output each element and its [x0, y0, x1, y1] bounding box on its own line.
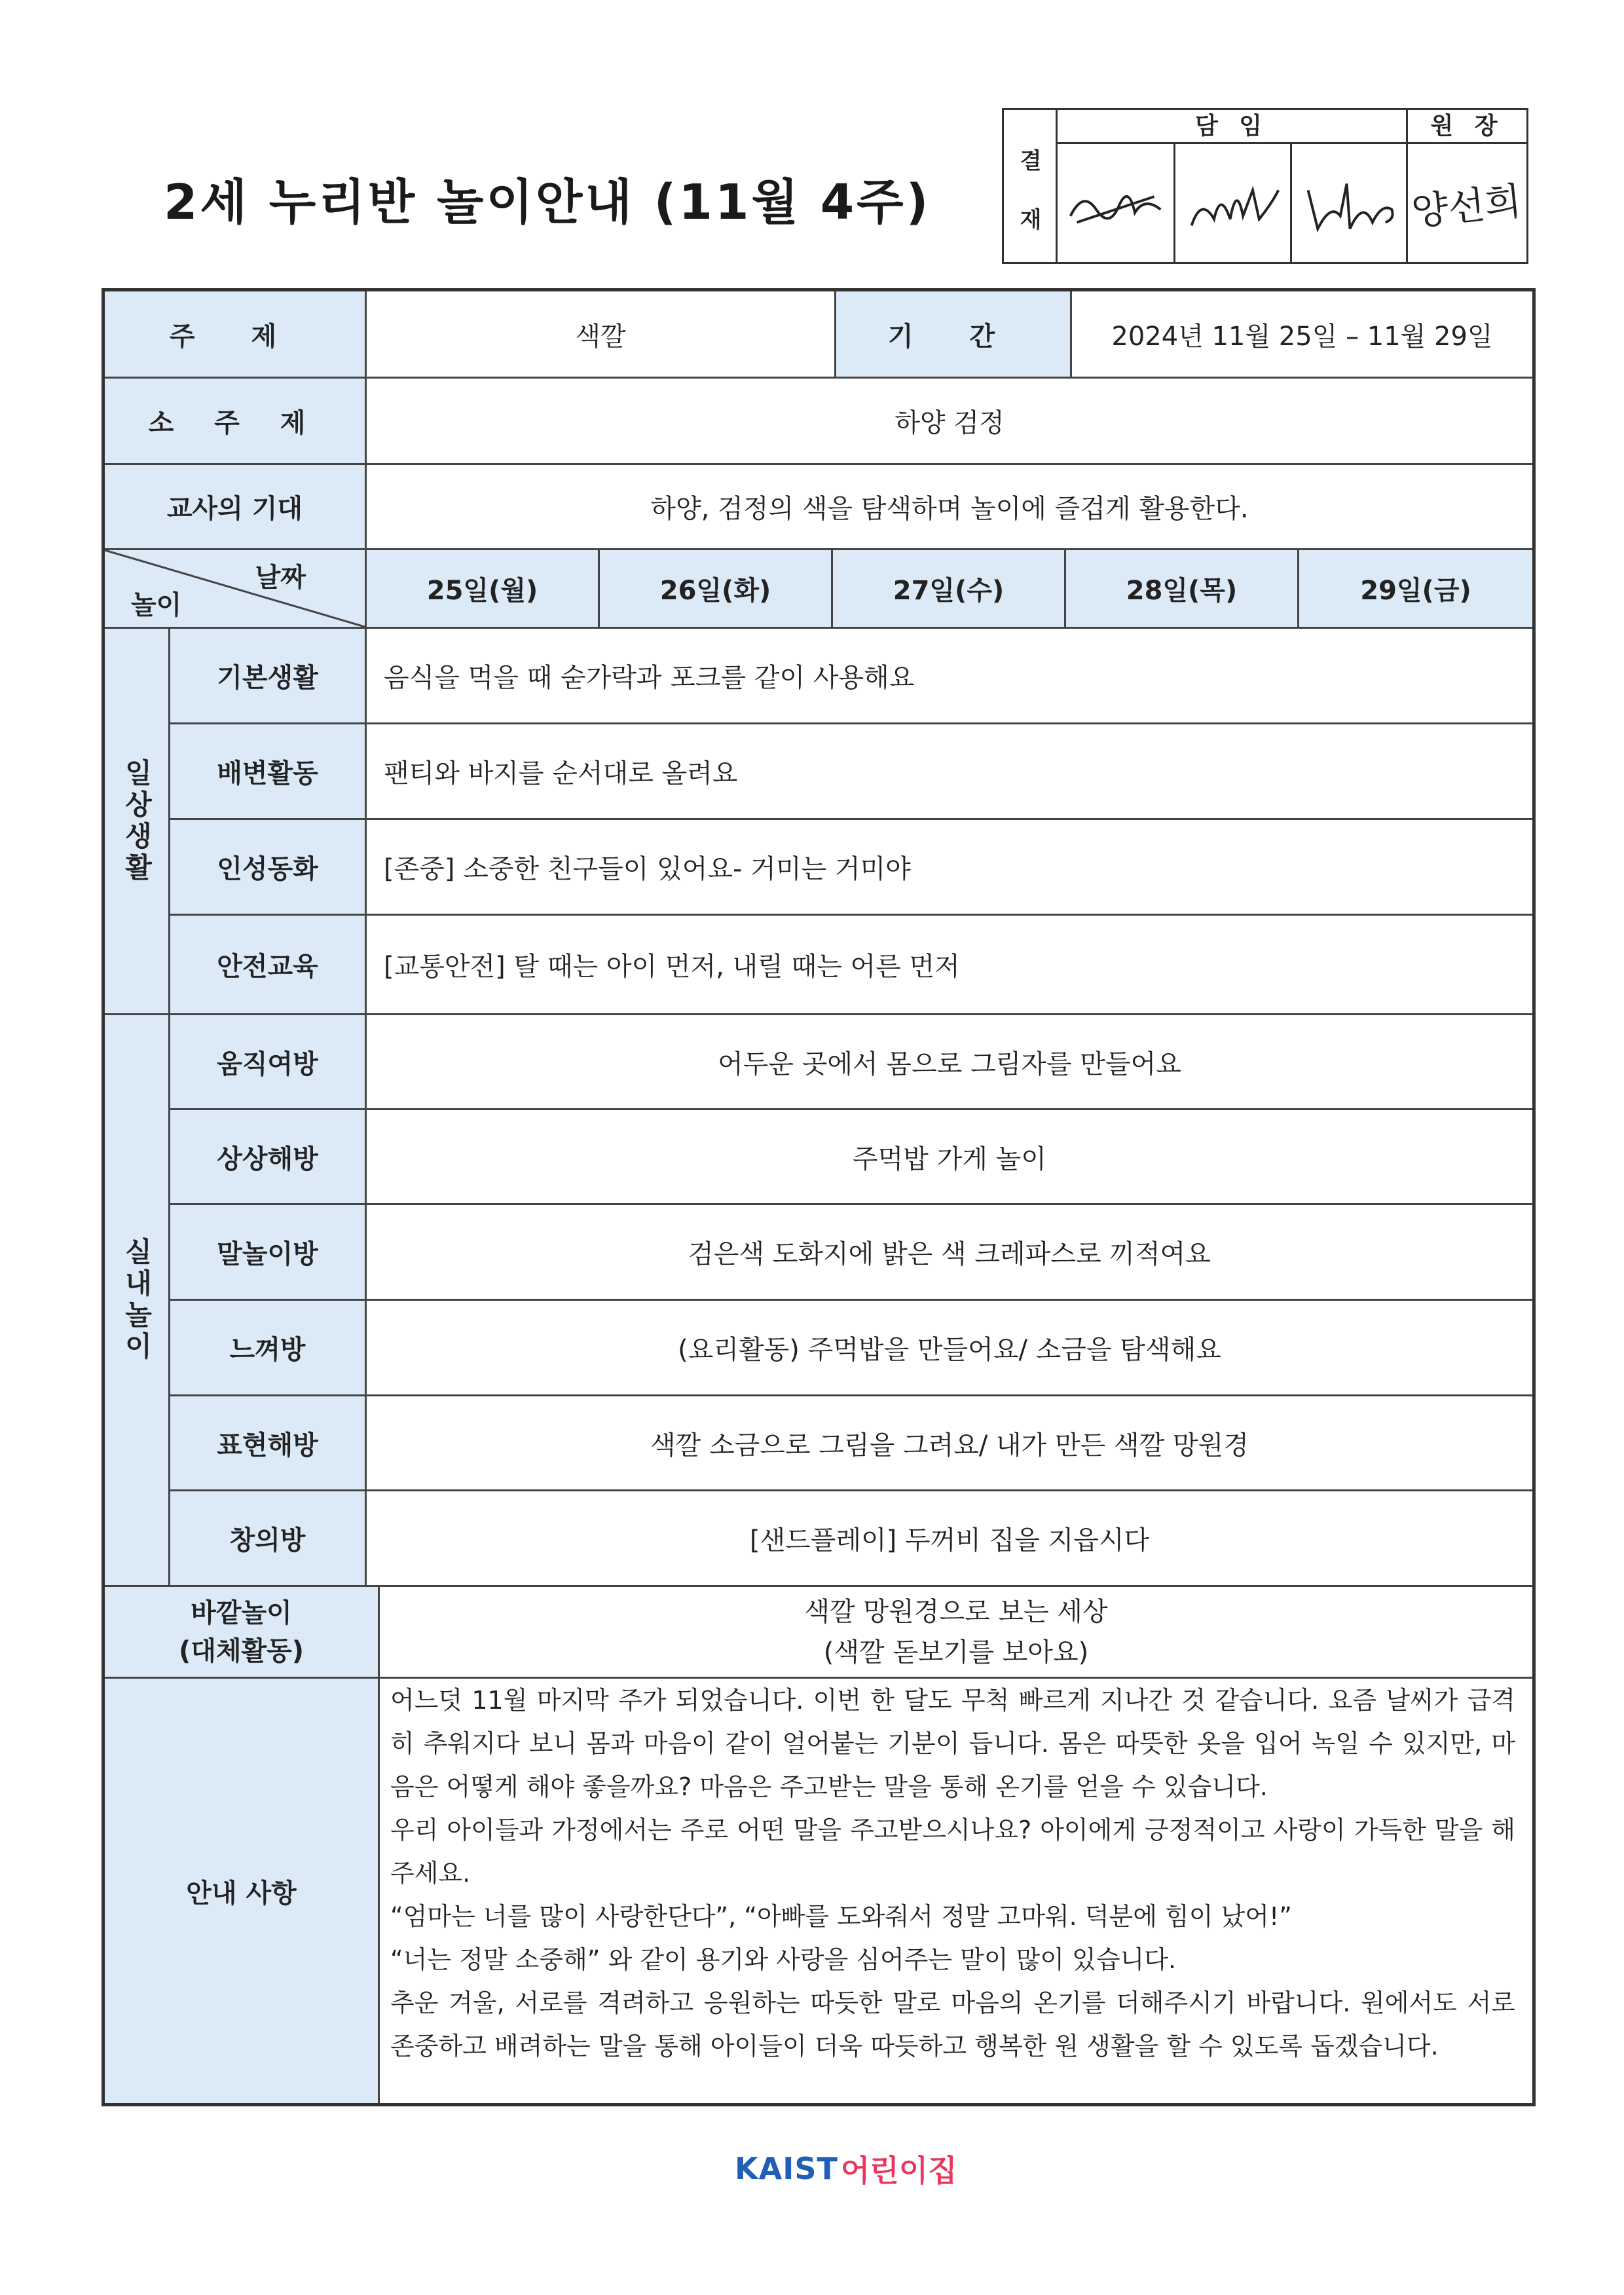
notice-paragraph: 추운 겨울, 서로를 격려하고 응원하는 따듯한 말로 마음의 온기를 더해주시기 바랍니다. 원에서도 서로 존중하고 배려하는 말을 통해 아이들이 더욱 따듯하고 행복한 원 생활을 할 수 있도록 돕겠습니다.: [390, 1988, 1515, 2061]
theme-label: 주 제: [105, 291, 367, 377]
daily-life-group: [105, 629, 170, 1015]
approval-side-label-2: 재: [1020, 207, 1042, 233]
daily-life-row: [170, 629, 1532, 724]
signature-2: [1175, 144, 1292, 264]
indoor-play-row: [170, 1015, 1532, 1110]
signature-4-drawing: [1408, 144, 1526, 264]
indoor-play-row: [170, 1110, 1532, 1205]
day-thu: 28일(목): [1066, 550, 1299, 627]
daily-life-row: [170, 724, 1532, 820]
day-header-row: [105, 550, 1532, 629]
daily-life-row-label: 인성동화: [170, 820, 367, 914]
indoor-play-row-label: 느껴방: [170, 1301, 367, 1394]
outdoor-value: [380, 1587, 1532, 1677]
indoor-play-row-label: 표현해방: [170, 1396, 367, 1489]
indoor-play-group-label: 실내놀이: [120, 1237, 153, 1363]
logo-text-kaist: KAIST: [735, 2151, 838, 2186]
plan-table: [101, 288, 1536, 2106]
outdoor-value-2: (색깔 돋보기를 보아요): [823, 1637, 1089, 1668]
signature-3-drawing: [1292, 144, 1406, 264]
daily-life-row-label: 기본생활: [170, 629, 367, 722]
daily-life-row: [170, 820, 1532, 916]
indoor-play-row-label: 움직여방: [170, 1015, 367, 1108]
indoor-play-row-label: 말놀이방: [170, 1205, 367, 1299]
indoor-play-row: [170, 1491, 1532, 1587]
notice-paragraph: 우리 아이들과 가정에서는 주로 어떤 말을 주고받으시나요? 아이에게 긍정적이고 사랑이 가득한 말을 해주세요.: [390, 1816, 1515, 1888]
svg-text:양선희: 양선희: [1409, 178, 1524, 234]
approval-box: [1002, 108, 1528, 264]
indoor-play-row-value: 어두운 곳에서 몸으로 그림자를 만들어요: [718, 1049, 1181, 1079]
subtheme-row: [105, 379, 1532, 465]
day-wed: 27일(수): [833, 550, 1066, 627]
daily-life-row-value: [교통안전] 탈 때는 아이 먼저, 내릴 때는 어른 먼저: [384, 952, 960, 982]
day-tue: 26일(화): [600, 550, 833, 627]
indoor-play-row-label: 상상해방: [170, 1110, 367, 1203]
expectation-value: 하양, 검정의 색을 탐색하며 놀이에 즐겁게 활용한다.: [650, 494, 1249, 524]
outdoor-label: [105, 1587, 380, 1677]
day-mon: 25일(월): [367, 550, 600, 627]
signature-4: [1408, 144, 1526, 264]
indoor-play-row-value: 색깔 소금으로 그림을 그려요/ 내가 만든 색깔 망원경: [650, 1430, 1249, 1461]
indoor-play-row: [170, 1396, 1532, 1491]
approval-header-director: 원 장: [1408, 110, 1526, 144]
theme-row: [105, 291, 1532, 379]
kaist-kindergarten-logo: [735, 2147, 957, 2190]
expectation-row: [105, 465, 1532, 550]
date-play-header: [105, 550, 367, 627]
indoor-play-row-value: (요리활동) 주먹밥을 만들어요/ 소금을 탐색해요: [678, 1335, 1221, 1365]
subtheme-value: 하양 검정: [895, 408, 1005, 438]
daily-life-group-label: 일상생활: [120, 758, 153, 884]
theme-value: 색깔: [367, 291, 836, 377]
notice-paragraph: “엄마는 너를 많이 사랑한단다”, “아빠를 도와줘서 정말 고마워. 덕분에 힘이 났어!”: [390, 1902, 1292, 1931]
logo-text-kindergarten: 어린이집: [840, 2153, 957, 2188]
signature-3: [1292, 144, 1408, 264]
approval-header-homeroom: 담 임: [1058, 110, 1408, 144]
signature-1: [1058, 144, 1175, 264]
outdoor-row: [105, 1587, 1532, 1679]
daily-life-row: [170, 916, 1532, 1015]
approval-side-label: [1004, 110, 1058, 262]
notice-text: [380, 1679, 1526, 2068]
notice-paragraph: “너는 정말 소중해” 와 같이 용기와 사랑을 심어주는 말이 많이 있습니다.: [390, 1945, 1177, 1974]
period-label: 기 간: [836, 291, 1072, 377]
notice-paragraph: 어느덧 11월 마지막 주가 되었습니다. 이번 한 달도 무척 빠르게 지나간 것 같습니다. 요즘 날씨가 급격히 추워지다 보니 몸과 마음이 같이 얼어붙는 기분이 듭니다. 몸은 따뜻한 옷을 입어 녹일 수 있지만, 마음은 어떻게 해야 좋을까요? 마음은 주고받는 말을 통해 온기를 얻을 수 있습니다.: [390, 1686, 1515, 1801]
indoor-play-row-value: 검은색 도화지에 밝은 색 크레파스로 끼적여요: [688, 1239, 1211, 1269]
signature-2-drawing: [1175, 144, 1290, 264]
signature-1-drawing: [1058, 144, 1173, 264]
notice-row: [105, 1679, 1532, 2103]
daily-life-row-value: [존중] 소중한 친구들이 있어요- 거미는 거미야: [384, 854, 911, 884]
period-value: 2024년 11월 25일 – 11월 29일: [1111, 321, 1493, 352]
indoor-play-row-value: 주먹밥 가게 놀이: [853, 1144, 1046, 1174]
outdoor-label-1: 바깥놀이: [191, 1597, 292, 1628]
daily-life-row-label: 안전교육: [170, 916, 367, 1013]
indoor-play-row-value: [샌드플레이] 두꺼비 집을 지읍시다: [749, 1525, 1150, 1556]
date-label: 날짜: [255, 563, 306, 593]
subtheme-label: 소 주 제: [105, 379, 367, 463]
indoor-play-row-label: 창의방: [170, 1491, 367, 1585]
indoor-play-row: [170, 1205, 1532, 1301]
indoor-play-group: [105, 1015, 170, 1587]
daily-life-row-label: 배변활동: [170, 724, 367, 818]
indoor-play-row: [170, 1301, 1532, 1396]
outdoor-label-2: (대체활동): [178, 1635, 304, 1666]
daily-life-row-value: 팬티와 바지를 순서대로 올려요: [384, 758, 738, 789]
expectation-label: 교사의 기대: [105, 465, 367, 548]
notice-label: 안내 사항: [105, 1679, 380, 2103]
outdoor-value-1: 색깔 망원경으로 보는 세상: [804, 1596, 1108, 1627]
day-fri: 29일(금): [1299, 550, 1532, 627]
play-label: 놀이: [131, 590, 182, 620]
approval-side-label-1: 결: [1020, 148, 1042, 174]
daily-life-row-value: 음식을 먹을 때 숟가락과 포크를 같이 사용해요: [384, 663, 915, 693]
page-title: 2세 누리반 놀이안내 (11월 4주): [164, 174, 931, 231]
